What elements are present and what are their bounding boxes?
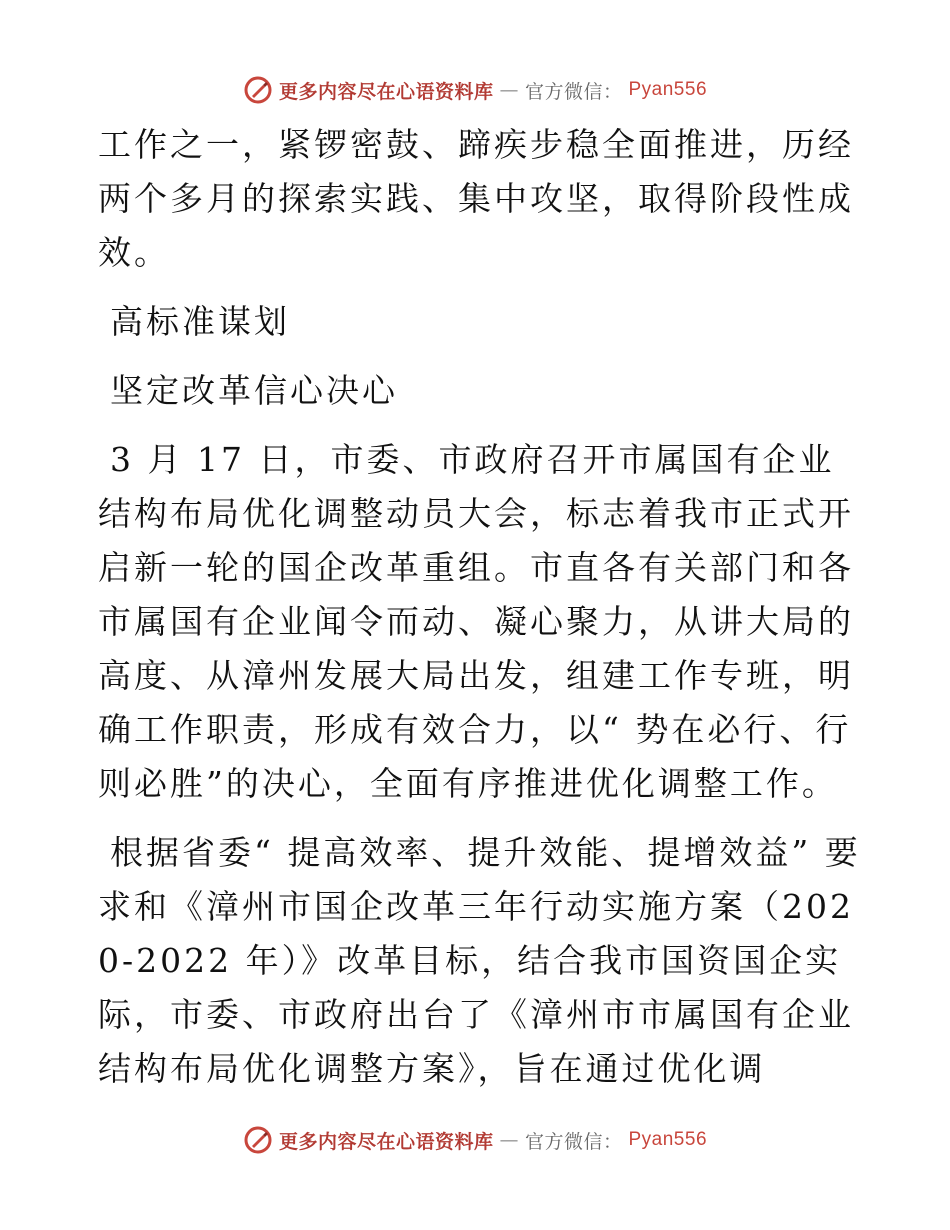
- watermark-brand: 更多内容尽在心语资料库: [278, 1130, 494, 1153]
- footer-watermark: [0, 1120, 950, 1160]
- watermark-wechat-label: 官方微信：: [524, 80, 623, 103]
- paragraph-3: 根据省委“ 提高效率、提升效能、提增效益” 要求和《漳州市国企改革三年行动实施方案（2020-2022 年）》改革目标，结合我市国资国企实际，市委、市政府出台了《漳州市市属国有企业结构布局优化调整方案》，旨在通过优化调: [98, 833, 861, 1088]
- watermark-dash: —: [499, 79, 519, 101]
- watermark-wechat-id: Pyan556: [628, 79, 708, 100]
- watermark-wechat-label: 官方微信：: [524, 1130, 623, 1153]
- document-body: [98, 118, 868, 1111]
- pen-logo-icon: [243, 75, 273, 105]
- section-heading-1: 高标准谋划: [110, 302, 290, 341]
- pen-logo-icon: [243, 1125, 273, 1155]
- watermark-brand: 更多内容尽在心语资料库: [278, 80, 494, 103]
- watermark-dash: —: [499, 1129, 519, 1151]
- section-heading-2: 坚定改革信心决心: [110, 371, 398, 410]
- paragraph-2: 3 月 17 日，市委、市政府召开市属国有企业结构布局优化调整动员大会，标志着我市正式开启新一轮的国企改革重组。市直各有关部门和各市属国有企业闻令而动、凝心聚力，从讲大局的高度、从漳州发展大局出发，组建工作专班，明确工作职责，形成有效合力，以“ 势在必行、行则必胜”的决心，全面有序推进优化调整工作。: [98, 440, 854, 803]
- paragraph-1: 工作之一，紧锣密鼓、蹄疾步稳全面推进，历经两个多月的探索实践、集中攻坚，取得阶段性成效。: [98, 125, 854, 272]
- watermark-wechat-id: Pyan556: [628, 1129, 708, 1150]
- header-watermark: [0, 70, 950, 110]
